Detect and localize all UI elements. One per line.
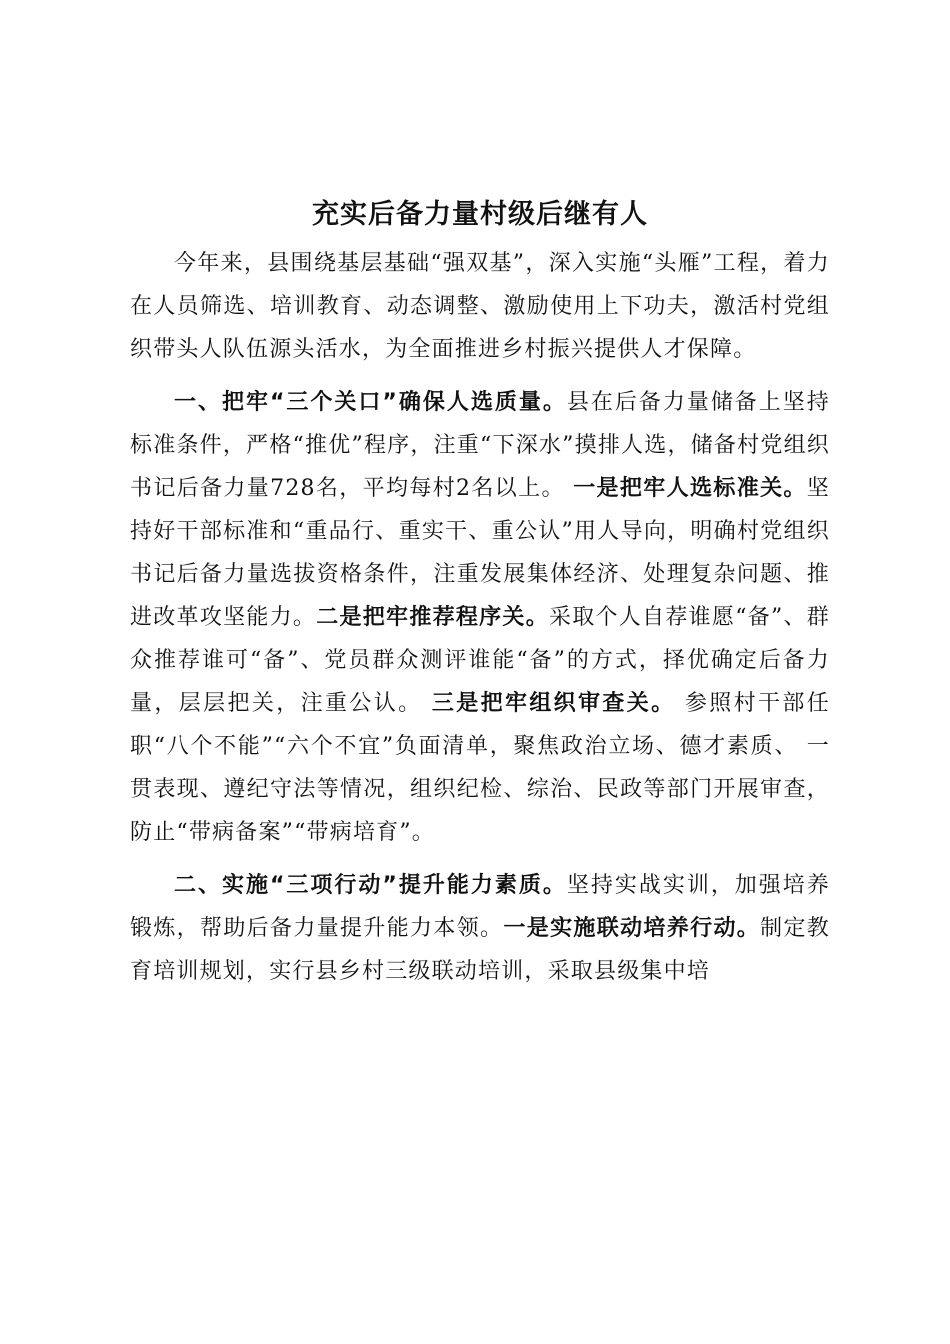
section-1-point-1-title: 一是把牢人选标准关。 xyxy=(573,476,807,501)
document-page xyxy=(130,190,830,1003)
section-2-point-1-text: 制定教育培训规划，实行县乡村三级联动培训，采取县级集中培 xyxy=(130,916,831,984)
document-title: 充实后备力量村级后继有人 xyxy=(312,199,648,230)
section-1-point-2-title: 二是把牢推荐程序关。 xyxy=(316,605,549,630)
intro-paragraph: 今年来，县围绕基层基础“强双基”，深入实施“头雁”工程，着力在人员筛选、培训教育、动态调整、激励使用上下功夫，激活村党组织带头人队伍源头活水，为全面推进乡村振兴提供人才保障。 xyxy=(130,251,830,362)
section-2-paragraph xyxy=(130,864,830,993)
section-1-heading: 一、把牢“三个关口”确保人选质量。 xyxy=(174,390,567,415)
section-1-point-3-title: 三是把牢组织审查关。 xyxy=(431,691,676,716)
section-2-point-1-title: 一是实施联动培养行动。 xyxy=(503,916,761,941)
section-1-lead: 县在后备力量储备上坚持标准条件，严格“推优”程序，注重“下深水”摸排人选，储备村党组织书记后备力量728名，平均每村2名以上。 xyxy=(130,390,830,501)
section-1-point-1-text: 坚持好干部标准和“重品行、重实干、重公认”用人导向，明确村党组织书记后备力量选拔资格条件，注重发展集体经济、处理复杂问题、推进改革攻坚能力。 xyxy=(130,476,830,630)
section-1-paragraph xyxy=(130,381,830,854)
section-2-lead: 坚持实战实训，加强培养锻炼，帮助后备力量提升能力本领。 xyxy=(130,873,830,941)
section-2-heading: 二、实施“三项行动”提升能力素质。 xyxy=(174,873,567,898)
section-1-point-3-text: 参照村干部任职“八个不能”“六个不宜”负面清单，聚焦政治立场、德才素质、 一贯表现、遵纪守法等情况，组织纪检、综治、民政等部门开展审查，防止“带病备案”“带病培育”。 xyxy=(130,691,830,845)
section-1-point-2-text: 采取个人自荐谁愿“备”、群众推荐谁可“备”、党员群众测评谁能“备”的方式，择优确定后备力量，层层把关，注重公认。 xyxy=(130,605,830,716)
